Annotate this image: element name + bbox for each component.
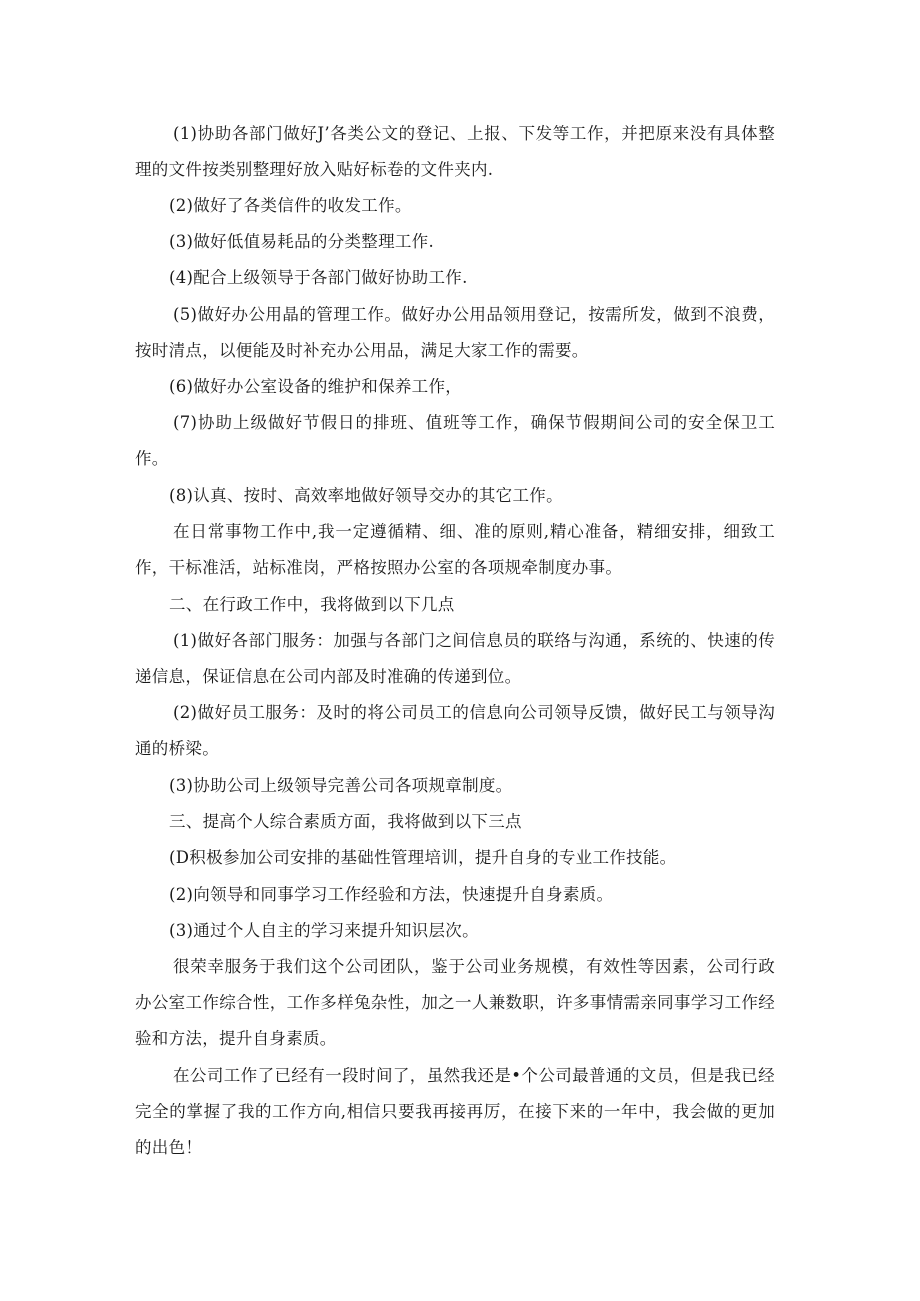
paragraph-item-1-8: (8)认真、按时、高效率地做好领导交办的其它工作。 (169, 486, 563, 505)
paragraph-team: 很荣幸服务于我们这个公司团队，鉴于公司业务规模，有效性等因素，公司行政办公室工作综合性，工作多样兔杂性，加之一人兼数职，许多事情需亲同事学习工作经验和方法，提升自身素质。 (135, 957, 775, 1048)
paragraph-item-3-2: (2)向领导和同事学习工作经验和方法，快速提升自身素质。 (169, 885, 614, 904)
paragraph-item-1-5: (5)做好办公用晶的管理工作。做好办公用品领用登记，按需所发，做到不浪费，按时清点，以便能及时补充办公用品，满足大家工作的需要。 (135, 305, 775, 360)
paragraph-item-3-1: (D积极参加公司安排的基础性管理培训，提升自身的专业工作技能。 (169, 848, 677, 867)
section-heading-3: 三、提高个人综合素质方面，我将做到以下三点 (169, 812, 522, 831)
paragraph-conclusion: 在公司工作了已经有一段时间了，虽然我还是•个公司最普通的文员，但是我已经完全的掌握了我的工作方向,相信只要我再接再厉，在接下来的一年中，我会做的更加的出色！ (135, 1066, 775, 1157)
paragraph-item-1-7: (7)协助上级做好节假日的排班、值班等工作，确保节假期间公司的安全保卫工作。 (135, 413, 775, 468)
paragraph-item-2-1: (1)做好各部门服务：加强与各部门之间信息员的联络与沟通，系统的、快速的传递信息，保证信息在公司内部及时准确的传递到位。 (135, 631, 775, 686)
paragraph-item-1-3: (3)做好低值易耗品的分类整理工作. (169, 232, 435, 251)
paragraph-item-2-2: (2)做好员工服务：及时的将公司员工的信息向公司领导反馈，做好民工与领导沟通的桥梁。 (135, 703, 775, 758)
paragraph-item-2-3: (3)协助公司上级领导完善公司各项规章制度。 (169, 776, 513, 795)
section-heading-2: 二、在行政工作中，我将做到以下几点 (169, 595, 455, 614)
paragraph-item-3-3: (3)通过个人自主的学习来提升知识层次。 (169, 921, 479, 940)
paragraph-item-1-1: (1)协助各部门做好J’各类公文的登记、上报、下发等工作，并把原来没有具体整理的文件按类别整理好放入贴好标卷的文件夹内. (135, 124, 775, 179)
paragraph-daily-work: 在日常事物工作中,我一定遵循精、细、准的原则,精心准备，精细安排，细致工作，干标准活，站标准岗，严格按照办公室的各项规牵制度办事。 (135, 522, 775, 577)
paragraph-item-1-4: (4)配合上级领导于各部门做好协助工作. (169, 268, 468, 287)
paragraph-item-1-2: (2)做好了各类信件的收发工作。 (169, 196, 412, 215)
paragraph-item-1-6: (6)做好办公室设备的维护和保养工作， (169, 377, 463, 396)
